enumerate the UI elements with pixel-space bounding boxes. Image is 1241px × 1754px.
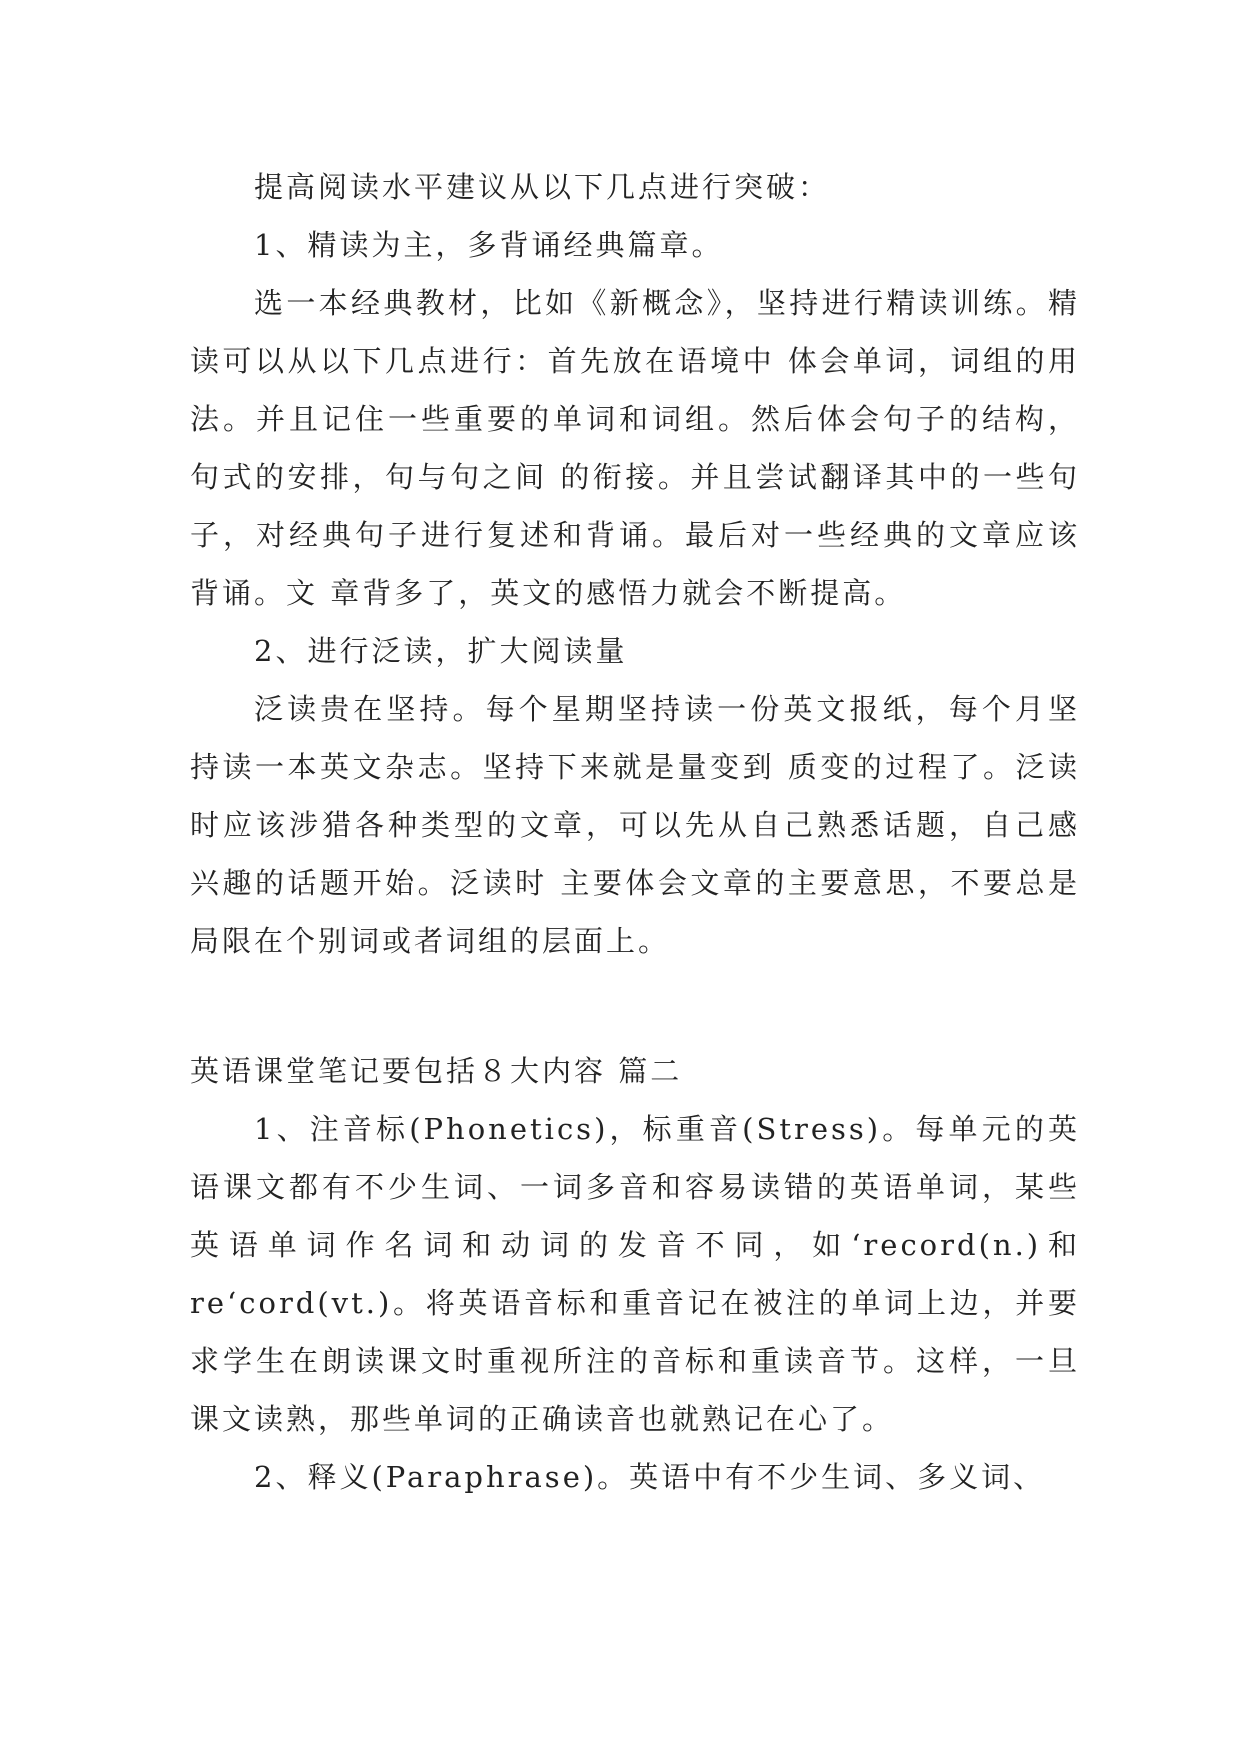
section-2-heading: 英语课堂笔记要包括８大内容 篇二 — [190, 1054, 683, 1088]
section-intro: 提高阅读水平建议从以下几点进行突破： — [254, 170, 831, 204]
point-1-title: 1、精读为主，多背诵经典篇章。 — [254, 228, 724, 262]
note-item-1: 1、注音标(Phonetics)，标重音(Stress)。每单元的英语课文都有不少生词、一词多音和容易读错的英语单词，某些英语单词作名词和动词的发音不同，如‘record(n.)和 re‘cord(vt.)。将英语音标和重音记在被注的单词上边，并要求学生在朗读课文时重视所注的音标和重读音节。这样，一旦课文读熟，那些单词的正确读音也就熟记在心了。 — [190, 1112, 1080, 1436]
note-item-2: 2、释义(Paraphrase)。英语中有不少生词、多义词、 — [254, 1460, 1046, 1494]
point-2-body: 泛读贵在坚持。每个星期坚持读一份英文报纸，每个月坚持读一本英文杂志。坚持下来就是量变到 质变的过程了。泛读时应该涉猎各种类型的文章，可以先从自己熟悉话题，自己感兴趣的话题开始。泛读时 主要体会文章的主要意思，不要总是局限在个别词或者词组的层面上。 — [190, 692, 1080, 958]
document-page — [190, 158, 1080, 1506]
section-gap — [190, 970, 1080, 1042]
point-2-title: 2、进行泛读，扩大阅读量 — [254, 634, 628, 668]
point-1-body: 选一本经典教材，比如《新概念》，坚持进行精读训练。精读可以从以下几点进行：首先放在语境中 体会单词，词组的用法。并且记住一些重要的单词和词组。然后体会句子的结构，句式的安排，句与句之间 的衔接。并且尝试翻译其中的一些句子，对经典句子进行复述和背诵。最后对一些经典的文章应该背诵。文 章背多了，英文的感悟力就会不断提高。 — [190, 286, 1080, 610]
